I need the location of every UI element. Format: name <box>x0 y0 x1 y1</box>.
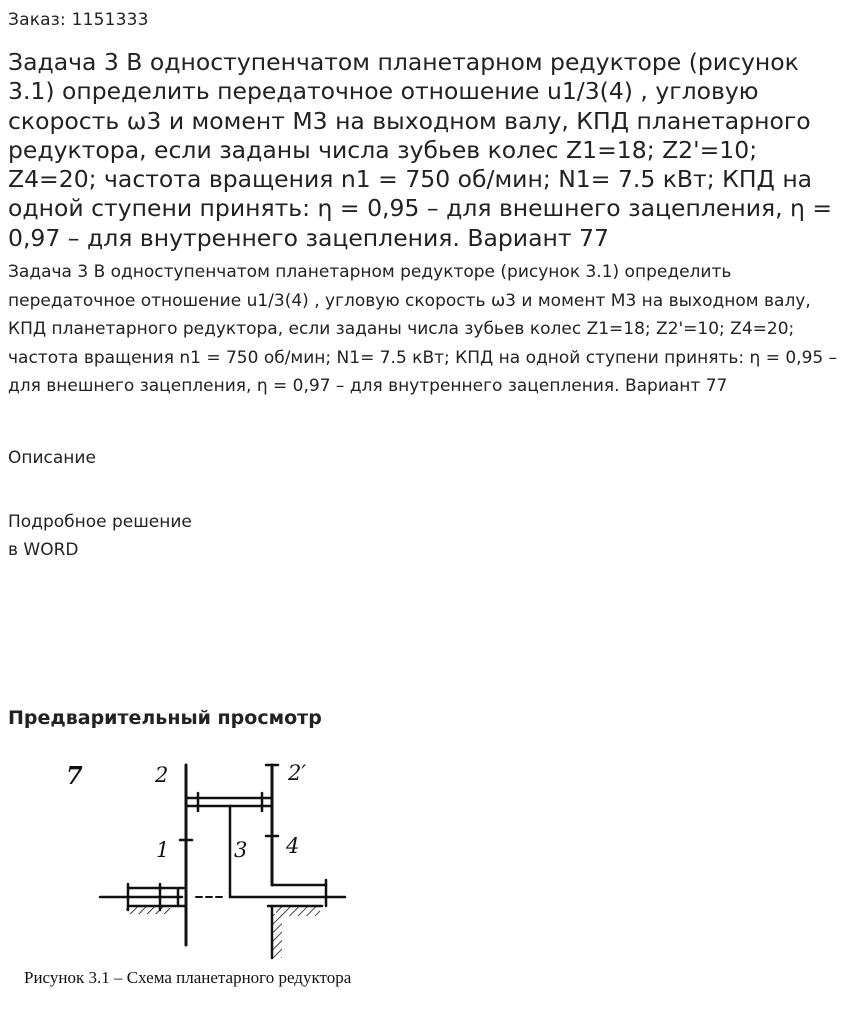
gear2p-label: 2′ <box>288 761 307 785</box>
carrier3-label: 3 <box>234 838 248 862</box>
order-number: Заказ: 1151333 <box>8 10 149 30</box>
ring-support-hatch-v <box>272 914 282 958</box>
gear2-label: 2 <box>155 763 169 787</box>
ring-support-hatch-h <box>276 906 320 916</box>
solution-format-line2: в WORD <box>8 540 79 560</box>
gear4-label: 4 <box>286 834 300 858</box>
variant-number: 7 <box>66 761 83 790</box>
page-title: Задача 3 В одноступенчатом планетарном редукторе (рисунок 3.1) определить передаточное отношение u1/3(4) , угловую скорость ω3 и момент М3 на выходном валу, КПД планетарного редуктора, если заданы числа зубьев колес Z1=18; Z2'=10; Z4=20; частота вращения n1 = 750 об/мин; N1= 7.5 кВт; КПД на одной ступени принять: η = 0,95 – для внешнего зацепления, η = 0,97 – для внутреннего зацепления. Вариант 77 <box>8 48 833 252</box>
description-heading: Описание <box>8 448 96 468</box>
solution-format-line1: Подробное решение <box>8 512 192 532</box>
figure-caption: Рисунок 3.1 – Схема планетарного редуктора <box>24 968 352 987</box>
task-description: Задача 3 В одноступенчатом планетарном редукторе (рисунок 3.1) определить передаточное отношение u1/3(4) , угловую скорость ω3 и момент М3 на выходном валу, КПД планетарного редуктора, если заданы числа зубьев колес Z1=18; Z2'=10; Z4=20; частота вращения n1 = 750 об/мин; N1= 7.5 кВт; КПД на одной ступени принять: η = 0,95 – для внешнего зацепления, η = 0,97 – для внутреннего зацепления. Вариант 77 <box>8 262 838 397</box>
solution-format <box>8 508 192 564</box>
preview-heading: Предварительный просмотр <box>8 707 322 729</box>
input-support-hatch <box>126 906 170 914</box>
gear1-label: 1 <box>156 838 170 862</box>
